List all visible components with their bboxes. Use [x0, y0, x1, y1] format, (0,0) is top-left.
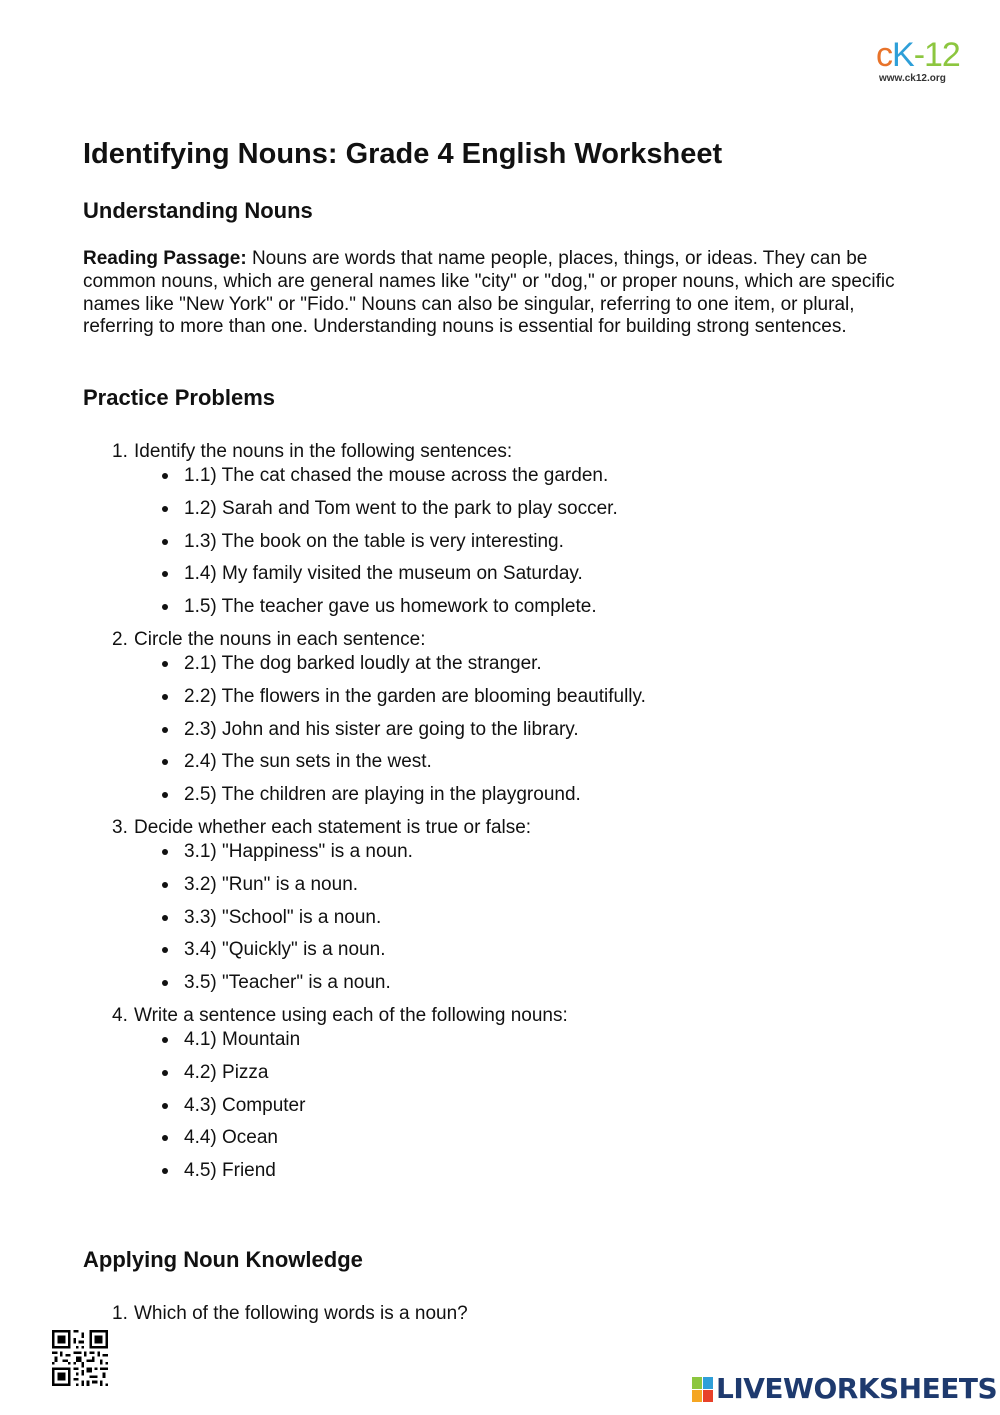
list-item	[162, 1159, 912, 1183]
logo-block-v	[692, 1390, 702, 1402]
bullet-icon	[162, 1070, 168, 1076]
item-text: 2.2) The flowers in the garden are blooming beautifully.	[184, 685, 646, 707]
list-item	[162, 873, 912, 897]
problem-4	[112, 1004, 912, 1183]
list-item	[162, 718, 912, 742]
list-item	[162, 971, 912, 995]
list-item	[162, 750, 912, 774]
list-item	[162, 530, 912, 554]
bullet-icon	[162, 473, 168, 479]
list-item	[162, 464, 912, 488]
item-text: 4.3) Computer	[184, 1094, 306, 1116]
item-text: 3.3) "School" is a noun.	[184, 906, 382, 928]
bullet-icon	[162, 915, 168, 921]
item-text: 2.1) The dog barked loudly at the stranger.	[184, 652, 542, 674]
bullet-icon	[162, 1168, 168, 1174]
logo-letter-c: c	[876, 36, 892, 74]
item-text: 4.2) Pizza	[184, 1061, 269, 1083]
item-text: 3.2) "Run" is a noun.	[184, 873, 359, 895]
page-title: Identifying Nouns: Grade 4 English Worksheet	[83, 138, 723, 170]
ck12-logo	[876, 38, 960, 84]
logo-dash: -	[913, 36, 925, 74]
problem-text: Decide whether each statement is true or false:	[134, 816, 532, 838]
list-item	[162, 906, 912, 930]
item-text: 1.5) The teacher gave us homework to complete.	[184, 596, 597, 618]
item-text: 4.5) Friend	[184, 1160, 276, 1182]
list-item	[162, 938, 912, 962]
problem-number: 4.	[112, 1004, 128, 1026]
practice-problems-list	[112, 440, 912, 1192]
logo-number: 12	[924, 36, 960, 74]
problem-prompt	[112, 628, 912, 652]
item-text: 1.2) Sarah and Tom went to the park to play soccer.	[184, 497, 618, 519]
item-text: 3.4) "Quickly" is a noun.	[184, 939, 386, 961]
list-item	[162, 840, 912, 864]
item-text: 2.5) The children are playing in the playground.	[184, 784, 581, 806]
list-item	[162, 685, 912, 709]
bullet-icon	[162, 571, 168, 577]
liveworksheets-logo-icon	[692, 1377, 713, 1402]
passage-text: Nouns are words that name people, places, things, or ideas. They can be common nouns, which are general names like "city" or "dog," or proper nouns, which are specific names like "New York" or "Fido." Nouns can also be singular, referring to one item, or plural, referring to more than one. Understanding nouns is essential for building strong sentences.	[83, 248, 895, 338]
problem-prompt	[112, 440, 912, 464]
bullet-icon	[162, 661, 168, 667]
bullet-icon	[162, 849, 168, 855]
list-item	[162, 1061, 912, 1085]
logo-url: www.ck12.org	[879, 73, 946, 84]
item-text: 4.4) Ocean	[184, 1127, 278, 1149]
section-heading-practice: Practice Problems	[83, 385, 275, 410]
problem-items	[112, 652, 912, 807]
list-item	[162, 1028, 912, 1052]
reading-passage	[83, 248, 928, 339]
qr-code-icon	[52, 1330, 108, 1386]
problem-1	[112, 440, 912, 619]
logo-block-e	[703, 1390, 713, 1402]
problem-number: 2.	[112, 628, 128, 650]
item-text: 2.4) The sun sets in the west.	[184, 751, 432, 773]
bullet-icon	[162, 980, 168, 986]
bullet-icon	[162, 539, 168, 545]
item-text: 2.3) John and his sister are going to the library.	[184, 718, 579, 740]
list-item	[162, 1126, 912, 1150]
bullet-icon	[162, 506, 168, 512]
item-text: 4.1) Mountain	[184, 1028, 301, 1050]
problem-prompt	[112, 816, 912, 840]
bullet-icon	[162, 604, 168, 610]
problem-items	[112, 464, 912, 619]
list-item	[162, 562, 912, 586]
item-text: 3.1) "Happiness" is a noun.	[184, 840, 413, 862]
applying-question-1	[112, 1302, 468, 1326]
problem-3	[112, 816, 912, 995]
logo-block-i	[703, 1377, 713, 1389]
bullet-icon	[162, 1037, 168, 1043]
bullet-icon	[162, 727, 168, 733]
problem-items	[112, 1028, 912, 1183]
section-heading-understanding: Understanding Nouns	[83, 198, 313, 223]
bullet-icon	[162, 1135, 168, 1141]
list-item	[162, 1094, 912, 1118]
logo-letter-k: K	[892, 36, 914, 74]
question-text: Which of the following words is a noun?	[134, 1303, 468, 1324]
liveworksheets-wordmark: LIVEWORKSHEETS	[716, 1372, 998, 1405]
list-item	[162, 497, 912, 521]
item-text: 1.3) The book on the table is very interesting.	[184, 530, 564, 552]
problem-text: Write a sentence using each of the following nouns:	[134, 1004, 568, 1026]
problem-number: 3.	[112, 816, 128, 838]
problem-2	[112, 628, 912, 807]
section-heading-applying: Applying Noun Knowledge	[83, 1247, 363, 1272]
liveworksheets-brand	[692, 1373, 997, 1405]
list-item	[162, 652, 912, 676]
ck12-logo-mark	[876, 38, 960, 72]
problem-text: Identify the nouns in the following sentences:	[134, 441, 513, 462]
passage-label: Reading Passage:	[83, 248, 247, 269]
item-text: 1.4) My family visited the museum on Saturday.	[184, 563, 583, 585]
bullet-icon	[162, 947, 168, 953]
item-text: 3.5) "Teacher" is a noun.	[184, 972, 391, 994]
bullet-icon	[162, 759, 168, 765]
item-text: 1.1) The cat chased the mouse across the garden.	[184, 465, 609, 486]
problem-text: Circle the nouns in each sentence:	[134, 628, 426, 650]
logo-block-l	[692, 1377, 702, 1389]
problem-number: 1.	[112, 441, 128, 462]
question-number: 1.	[112, 1303, 128, 1324]
bullet-icon	[162, 694, 168, 700]
bullet-icon	[162, 792, 168, 798]
problem-prompt	[112, 1004, 912, 1028]
list-item	[162, 783, 912, 807]
list-item	[162, 595, 912, 619]
problem-items	[112, 840, 912, 995]
bullet-icon	[162, 1103, 168, 1109]
bullet-icon	[162, 882, 168, 888]
